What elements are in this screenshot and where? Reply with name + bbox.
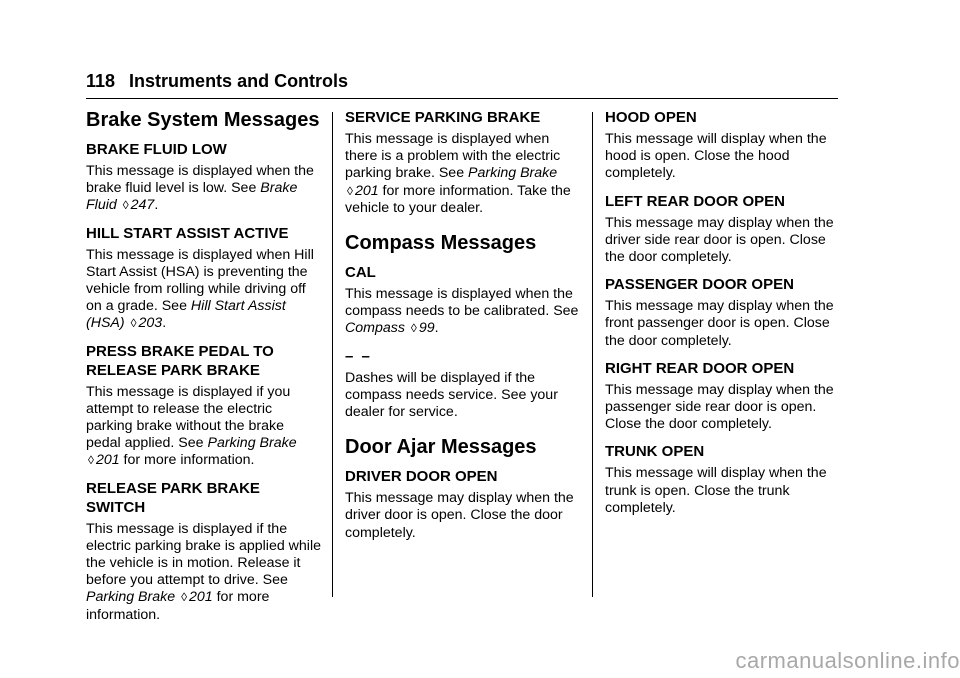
page-number: 118 [86,71,116,91]
text-left-rear: This message may display when the driver side rear door is open. Close the door completely. [605,214,834,266]
text-brake-fluid-low: This message is displayed when the brake fluid level is low. See Brake Fluid ◊ 247. [86,163,314,214]
page-header [86,70,838,92]
column-divider-2 [592,112,593,597]
page-reference-arrow-icon: ◊ [410,321,417,336]
page-reference-arrow-icon: ◊ [181,590,187,605]
page-reference-arrow-icon: ◊ [122,198,129,213]
page-reference-arrow-icon: ◊ [88,453,94,468]
ref-page[interactable]: 99 [418,320,435,337]
ref-link[interactable]: Parking Brake [86,589,176,606]
heading-driver-door: DRIVER DOOR OPEN [345,468,498,486]
heading-release-switch: RELEASE PARK BRAKE SWITCH [86,479,260,516]
page-reference-arrow-icon: ◊ [130,316,137,331]
ref-page[interactable]: 201 [95,452,120,469]
text-driver-door: This message may display when the driver door is open. Close the door completely. [345,490,574,541]
heading-hill-start: HILL START ASSIST ACTIVE [86,224,289,242]
heading-trunk: TRUNK OPEN [605,443,705,461]
section-title-brake: Brake System Messages [86,109,320,131]
text-passenger: This message may display when the front passenger door is open. Close the door completely. [605,298,834,349]
heading-cal: CAL [345,264,376,282]
ref-page[interactable]: 201 [189,589,213,606]
text-hood-open: This message will display when the hood is open. Close the hood completely. [605,131,827,182]
heading-passenger: PASSENGER DOOR OPEN [605,276,794,294]
watermark: carmanualsonline.info [735,648,960,673]
heading-left-rear: LEFT REAR DOOR OPEN [605,192,786,210]
text-dashes: Dashes will be displayed if the compass needs service. See your dealer for service. [345,369,558,421]
heading-service-parking: SERVICE PARKING BRAKE [345,109,541,126]
ref-link[interactable]: Parking Brake [207,435,297,452]
column-2 [345,108,580,551]
column-1 [86,108,322,633]
heading-brake-fluid-low: BRAKE FLUID LOW [86,141,227,158]
text-release-switch: This message is displayed if the electric parking brake is applied while the vehicle is in motion. Release it before you attempt to drive. See Parking Brake ◊ 201 for more information. [86,520,322,623]
column-divider-1 [332,112,333,597]
heading-right-rear: RIGHT REAR DOOR OPEN [605,359,795,377]
ref-link[interactable]: Brake Fluid [86,180,298,214]
section-title-compass: Compass Messages [345,232,537,255]
ref-page[interactable]: 203 [138,315,163,332]
heading-press-brake: PRESS BRAKE PEDAL TO RELEASE PARK BRAKE [86,342,274,379]
text-cal: This message is displayed when the compass needs to be calibrated. See Compass ◊ 99. [345,286,579,337]
heading-dashes: – – [345,347,372,365]
text-trunk: This message will display when the trunk is open. Close the trunk completely. [605,465,827,516]
ref-link[interactable]: Hill Start Assist (HSA) [86,298,286,332]
text-service-parking: This message is displayed when there is a problem with the electric parking brake. See Parking Brake ◊ 201 for more information. Take the vehicle to your dealer. [345,131,571,216]
text-press-brake: This message is displayed if you attempt to release the electric parking brake without the brake pedal applied. See Parking Brake ◊ 201 for more information. [86,383,297,469]
text-right-rear: This message may display when the passenger side rear door is open. Close the door completely. [605,381,834,433]
heading-hood-open: HOOD OPEN [605,109,697,126]
chapter-title: Instruments and Controls [129,71,349,91]
ref-link[interactable]: Parking Brake [468,165,558,182]
column-3 [605,108,841,526]
header-rule [86,98,838,99]
page-reference-arrow-icon: ◊ [347,183,353,198]
ref-link[interactable]: Compass [345,320,405,337]
text-hill-start: This message is displayed when Hill Start Assist (HSA) is preventing the vehicle from rolling while driving off on a grade. See Hill Start Assist (HSA) ◊ 203. [86,246,314,332]
ref-page[interactable]: 247 [130,197,155,214]
section-title-door-ajar: Door Ajar Messages [345,436,537,459]
ref-page[interactable]: 201 [354,182,379,199]
